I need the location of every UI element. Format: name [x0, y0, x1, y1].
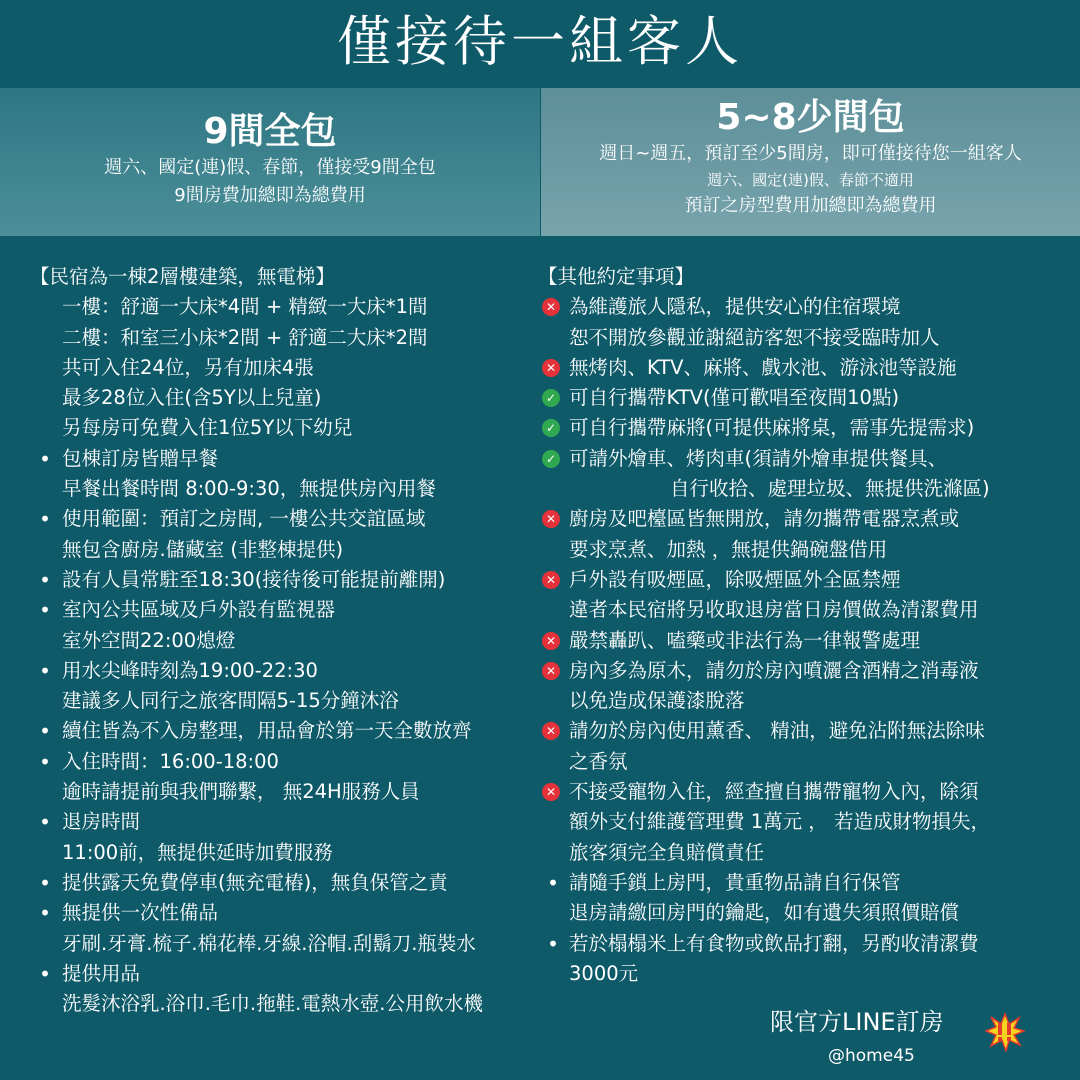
list-item	[538, 474, 1058, 504]
panel-line: 週日~週五，預訂至少5間房，即可僅接待您一組客人	[599, 143, 1022, 164]
list-item-text: 【其他約定事項】	[538, 265, 695, 288]
list-item	[538, 413, 1058, 443]
list-item	[30, 535, 530, 565]
list-item-text: 【民宿為一棟2層樓建築，無電梯】	[30, 265, 335, 288]
list-item	[538, 929, 1058, 959]
list-item	[538, 868, 1058, 898]
section-heading	[30, 262, 530, 292]
line-booking-label: 限官方LINE訂房	[770, 1008, 944, 1036]
list-item	[30, 777, 530, 807]
list-item	[538, 777, 1058, 807]
list-item-text: 牙刷.牙膏.梳子.棉花棒.牙線.浴帽.刮鬍刀.瓶裝水	[62, 931, 476, 955]
list-item	[538, 323, 1058, 353]
list-item-text: 可自行攜帶麻將(可提供麻將桌，需事先提需求)	[569, 416, 975, 440]
list-item	[538, 807, 1058, 837]
list-item	[538, 595, 1058, 625]
section-heading	[538, 262, 1058, 292]
list-item-text: 設有人員常駐至18:30(接待後可能提前離開)	[62, 567, 446, 591]
bullet-dot-icon: •	[39, 598, 51, 623]
list-item-text: 無包含廚房.儲藏室 (非整棟提供)	[62, 537, 344, 561]
list-item-text: 可請外燴車、烤肉車(須請外燴車提供餐具、	[569, 446, 948, 470]
list-item	[538, 898, 1058, 928]
list-item	[538, 716, 1058, 746]
panel-line-note: 週六、國定(連)假、春節不適用	[707, 171, 914, 189]
panel-line: 預訂之房型費用加總即為總費用	[684, 195, 937, 216]
bullet-dot-icon: •	[547, 870, 559, 895]
list-item-text: 請勿於房內使用薰香、 精油，避免沾附無法除味	[569, 719, 985, 743]
list-item	[30, 323, 530, 353]
cross-circle-icon: ✕	[542, 632, 560, 650]
list-item-text: 若於榻榻米上有食物或飲品打翻，另酌收清潔費	[569, 931, 979, 955]
list-item	[538, 353, 1058, 383]
list-item	[538, 383, 1058, 413]
cross-circle-icon: ✕	[542, 571, 560, 589]
list-item	[30, 929, 530, 959]
list-item	[30, 807, 530, 837]
list-item	[30, 474, 530, 504]
list-item-text: 之香氛	[569, 749, 628, 773]
list-item	[30, 595, 530, 625]
list-item	[30, 716, 530, 746]
bullet-dot-icon: •	[39, 749, 51, 774]
line-handle: @home45	[828, 1046, 915, 1066]
list-item-text: 逾時請提前與我們聯繫， 無24H服務人員	[62, 780, 420, 804]
list-item	[538, 656, 1058, 686]
list-item-text: 建議多人同行之旅客間隔5-15分鐘沐浴	[62, 689, 399, 713]
list-item	[30, 747, 530, 777]
list-item	[538, 292, 1058, 322]
cross-circle-icon: ✕	[542, 510, 560, 528]
list-item-text: 入住時間：16:00-18:00	[62, 749, 279, 773]
list-item	[538, 959, 1058, 989]
list-item-text: 為維護旅人隱私，提供安心的住宿環境	[569, 295, 901, 319]
rules-list	[538, 262, 1058, 989]
list-item	[538, 626, 1058, 656]
list-item	[30, 383, 530, 413]
list-item-text: 二樓：和室三小床*2間 + 舒適二大床*2間	[62, 325, 428, 349]
cross-circle-icon: ✕	[542, 783, 560, 801]
list-item-text: 續住皆為不入房整理，用品會於第一天全數放齊	[62, 719, 472, 743]
list-item-text: 不接受寵物入住，經查擅自攜帶寵物入內，除須	[569, 780, 979, 804]
list-item-text: 房內多為原木，請勿於房內噴灑含酒精之消毒液	[569, 658, 979, 682]
list-item	[30, 868, 530, 898]
list-item	[538, 565, 1058, 595]
list-item-text: 旅客須完全負賠償責任	[569, 840, 765, 864]
list-item-text: 恕不開放參觀並謝絕訪客恕不接受臨時加人	[569, 325, 940, 349]
list-item-text: 一樓：舒適一大床*4間 + 精緻一大床*1間	[62, 295, 428, 319]
bullet-dot-icon: •	[547, 931, 559, 956]
list-item	[30, 989, 530, 1019]
list-item-text: 11:00前，無提供延時加費服務	[62, 840, 333, 864]
panel-title: 5~8少間包	[716, 97, 905, 138]
bullet-dot-icon: •	[39, 810, 51, 835]
panel-full-package	[0, 88, 540, 236]
list-item	[30, 353, 530, 383]
list-item	[30, 565, 530, 595]
list-item	[30, 838, 530, 868]
list-item-text: 洗髮沐浴乳.浴巾.毛巾.拖鞋.電熱水壺.公用飲水機	[62, 992, 483, 1016]
list-item-text: 退房時間	[62, 810, 141, 834]
list-item-text: 用水尖峰時刻為19:00-22:30	[62, 658, 318, 682]
panel-line: 週六、國定(連)假、春節，僅接受9間全包	[104, 157, 436, 178]
list-item	[538, 535, 1058, 565]
list-item	[30, 444, 530, 474]
list-item-text: 早餐出餐時間 8:00-9:30，無提供房內用餐	[62, 477, 436, 501]
cross-circle-icon: ✕	[542, 298, 560, 316]
check-circle-icon: ✓	[542, 450, 560, 468]
bullet-dot-icon: •	[39, 658, 51, 683]
list-item-text: 提供露天免費停車(無充電樁)，無負保管之責	[62, 870, 448, 894]
list-item-text: 室外空間22:00熄燈	[62, 628, 236, 652]
list-item-text: 可自行攜帶KTV(僅可歡唱至夜間10點)	[569, 386, 900, 410]
list-item	[30, 413, 530, 443]
list-item-text: 提供用品	[62, 961, 141, 985]
list-item	[30, 898, 530, 928]
exclamation-burst-icon	[985, 1012, 1025, 1052]
list-item-text: 違者本民宿將另收取退房當日房價做為清潔費用	[569, 598, 979, 622]
cross-circle-icon: ✕	[542, 722, 560, 740]
bullet-dot-icon: •	[39, 446, 51, 471]
list-item-text: 無提供一次性備品	[62, 901, 219, 925]
check-circle-icon: ✓	[542, 389, 560, 407]
list-item-text: 包棟訂房皆贈早餐	[62, 446, 219, 470]
list-item-text: 以免造成保護漆脫落	[569, 689, 745, 713]
list-item	[538, 747, 1058, 777]
list-item	[538, 504, 1058, 534]
panel-title: 9間全包	[203, 111, 337, 152]
list-item	[30, 626, 530, 656]
list-item	[538, 838, 1058, 868]
bullet-dot-icon: •	[39, 719, 51, 744]
list-item-text: 退房請繳回房門的鑰匙，如有遺失須照價賠償	[569, 901, 960, 925]
panel-line: 9間房費加總即為總費用	[174, 185, 366, 206]
list-item-text: 室內公共區域及戶外設有監視器	[62, 598, 336, 622]
list-item-text: 要求烹煮、加熱 ，無提供鍋碗盤借用	[569, 537, 888, 561]
list-item-text: 額外支付維護管理費 1萬元 ， 若造成財物損失，	[569, 810, 991, 834]
list-item	[30, 656, 530, 686]
list-item-text: 另每房可免費入住1位5Y以下幼兒	[62, 416, 353, 440]
list-item-text: 共可入住24位，另有加床4張	[62, 355, 314, 379]
list-item-text: 無烤肉、KTV、麻將、戲水池、游泳池等設施	[569, 355, 957, 379]
list-item-text: 廚房及吧檯區皆無開放，請勿攜帶電器烹煮或	[569, 507, 960, 531]
check-circle-icon: ✓	[542, 419, 560, 437]
bullet-dot-icon: •	[39, 870, 51, 895]
list-item	[30, 686, 530, 716]
list-item-text: 使用範圍：預訂之房間, 一樓公共交誼區域	[62, 507, 426, 531]
cross-circle-icon: ✕	[542, 359, 560, 377]
list-item	[538, 686, 1058, 716]
list-item-text: 自行收拾、處理垃圾、無提供洗滌區)	[670, 477, 990, 501]
panel-partial-package	[541, 88, 1080, 236]
bullet-dot-icon: •	[39, 567, 51, 592]
house-info-list	[30, 262, 530, 1019]
list-item	[30, 959, 530, 989]
list-item-text: 請隨手鎖上房門，貴重物品請自行保管	[569, 870, 901, 894]
bullet-dot-icon: •	[39, 507, 51, 532]
list-item-text: 嚴禁轟趴、嗑藥或非法行為一律報警處理	[569, 628, 921, 652]
list-item	[30, 292, 530, 322]
bullet-dot-icon: •	[39, 901, 51, 926]
list-item-text: 3000元	[569, 961, 639, 985]
list-item-text: 戶外設有吸煙區，除吸煙區外全區禁煙	[569, 567, 901, 591]
page-title: 僅接待一組客人	[337, 10, 743, 73]
list-item	[30, 504, 530, 534]
bullet-dot-icon: •	[39, 961, 51, 986]
list-item	[538, 444, 1058, 474]
list-item-text: 最多28位入住(含5Y以上兒童)	[62, 386, 322, 410]
cross-circle-icon: ✕	[542, 662, 560, 680]
